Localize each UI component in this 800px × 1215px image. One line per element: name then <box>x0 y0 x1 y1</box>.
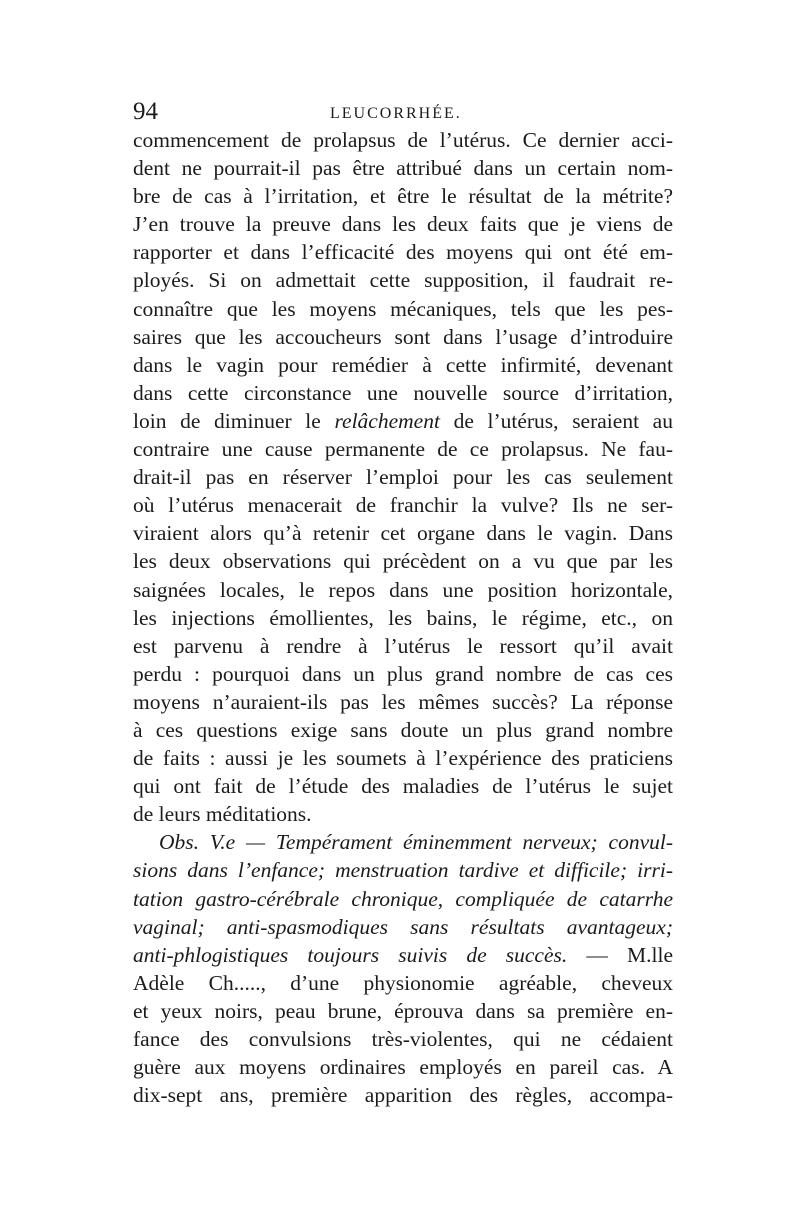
text-line: saignées locales, le repos dans une position horizontale, <box>133 577 673 602</box>
text-line: les injections émollientes, les bains, le régime, etc., on <box>133 605 673 630</box>
text-line: J’en trouve la preuve dans les deux faits que je viens de <box>133 212 673 237</box>
observation-summary: Tempérament éminemment nerveux; convul- <box>265 830 674 855</box>
observation-summary-line: tation gastro-cérébrale chronique, compliquée de catarrhe <box>133 886 673 911</box>
text-line: viraient alors qu’à retenir cet organe dans le vagin. Dans <box>133 521 673 546</box>
text-line: dans cette circonstance une nouvelle source d’irritation, <box>133 380 673 405</box>
text-line: guère aux moyens ordinaires employés en pareil cas. A <box>133 1055 673 1080</box>
body-text <box>133 126 673 1109</box>
observation-heading <box>133 828 673 856</box>
text-line: ployés. Si on admettait cette supposition, il faudrait re- <box>133 268 673 293</box>
text-line: où l’utérus menacerait de franchir la vulve? Ils ne ser- <box>133 493 673 518</box>
emphasis-relachement: relâchement <box>334 408 440 433</box>
text-line: dix-sept ans, première apparition des règles, accompa- <box>133 1083 673 1108</box>
text-line: commencement de prolapsus de l’utérus. Ce dernier acci- <box>133 128 673 152</box>
patient-title: — M.lle <box>567 942 673 967</box>
text-line: à ces questions exige sans doute un plus grand nombre <box>133 717 673 742</box>
text-line: contraire une cause permanente de ce prolapsus. Ne fau- <box>133 437 673 462</box>
running-title: LEUCORRHÉE. <box>330 105 462 122</box>
text-line: connaître que les moyens mécaniques, tels que les pes- <box>133 296 673 321</box>
observation-summary-line: vaginal; anti-spasmodiques sans résultats avantageux; <box>133 914 673 939</box>
text-line: qui ont fait de l’étude des maladies de l’utérus le sujet <box>133 774 673 799</box>
text-line <box>133 941 673 969</box>
page-number: 94 <box>133 98 158 125</box>
text-line: dent ne pourrait-il pas être attribué dans un certain nom- <box>133 156 673 181</box>
text-line: drait-il pas en réserver l’emploi pour les cas seulement <box>133 465 673 490</box>
text-line: fance des convulsions très-violentes, qui ne cédaient <box>133 1027 673 1051</box>
text-segment: loin de diminuer le <box>133 408 335 433</box>
text-line: dans le vagin pour remédier à cette infirmité, devenant <box>133 352 673 377</box>
text-line: moyens n’auraient-ils pas les mêmes succès? La réponse <box>133 689 673 714</box>
text-line: de leurs méditations. <box>133 802 312 827</box>
text-line: de faits : aussi je les soumets à l’expérience des praticiens <box>133 746 673 771</box>
text-line: perdu : pourquoi dans un plus grand nombre de cas ces <box>133 661 673 686</box>
text-line: les deux observations qui précèdent on a vu que par les <box>133 549 673 574</box>
text-line <box>133 407 673 435</box>
text-line: et yeux noirs, peau brune, éprouva dans sa première en- <box>133 998 673 1023</box>
text-line: rapporter et dans l’efficacité des moyens qui ont été em- <box>133 240 673 265</box>
text-line: est parvenu à rendre à l’utérus le ressort qu’il avait <box>133 633 673 658</box>
text-segment: de l’utérus, seraient au <box>439 408 673 433</box>
text-line: Adèle Ch....., d’une physionomie agréable, cheveux <box>133 970 673 995</box>
text-line: saires que les accoucheurs sont dans l’usage d’introduire <box>133 324 673 349</box>
observation-summary-line: sions dans l’enfance; menstruation tardive et difficile; irri- <box>133 858 673 883</box>
observation-summary: anti-phlogistiques toujours suivis de succès. <box>133 942 568 967</box>
text-line: bre de cas à l’irritation, et être le résultat de la métrite? <box>133 184 673 209</box>
observation-label: Obs. V.e — <box>159 830 266 855</box>
